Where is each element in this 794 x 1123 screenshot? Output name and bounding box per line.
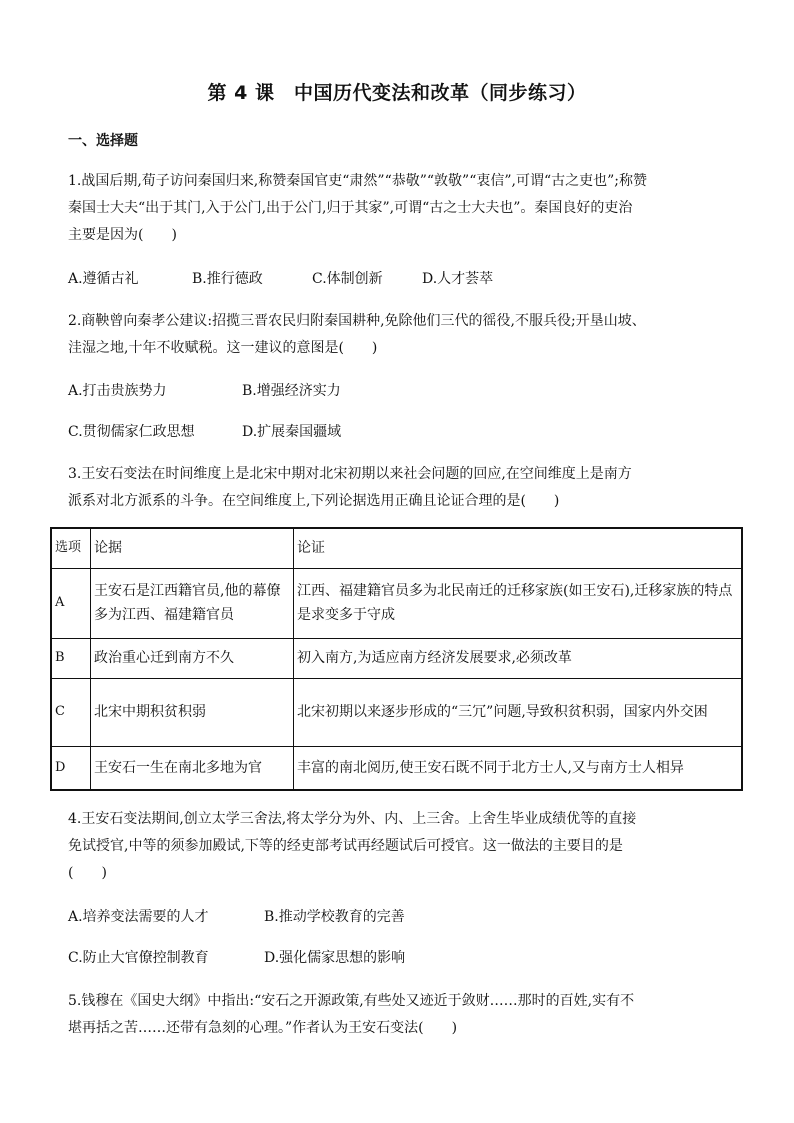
question-2 bbox=[68, 308, 748, 362]
table-cell-argument: 丰富的南北阅历,使王安石既不同于北方士人,又与南方士人相异 bbox=[294, 746, 743, 790]
table-cell-argument: 江西、福建籍官员多为北民南迁的迁移家族(如王安石),迁移家族的特点是求变多于守成 bbox=[294, 568, 743, 638]
section-heading: 一、选择题 bbox=[68, 133, 138, 149]
table-cell-basis: 北宋中期积贫积弱 bbox=[91, 678, 294, 746]
table-cell-option: D bbox=[51, 746, 91, 790]
question-1 bbox=[68, 168, 748, 249]
table-cell-basis: 王安石一生在南北多地为官 bbox=[91, 746, 294, 790]
question-2-options-row-1 bbox=[68, 380, 341, 402]
option-b[interactable]: B.增强经济实力 bbox=[242, 383, 341, 399]
question-2-line-2: 洼湿之地,十年不收赋税。这一建议的意图是( ) bbox=[68, 340, 378, 356]
table-cell-option: C bbox=[51, 678, 91, 746]
question-1-line-3: 主要是因为( ) bbox=[68, 227, 177, 243]
option-a[interactable]: A.打击贵族势力 bbox=[68, 383, 167, 399]
table-cell-basis: 王安石是江西籍官员,他的幕僚多为江西、福建籍官员 bbox=[91, 568, 294, 638]
question-5-line-2: 堪再括之苦……还带有急刻的心理。”作者认为王安石变法( ) bbox=[68, 1020, 458, 1036]
table-row bbox=[51, 678, 742, 746]
table-cell-option: B bbox=[51, 638, 91, 678]
question-5 bbox=[68, 988, 748, 1042]
table-header-cell: 论证 bbox=[294, 528, 743, 568]
question-1-line-2: 秦国士大夫“出于其门,入于公门,出于公门,归于其家”,可谓“古之士大夫也”。秦国良好的吏治 bbox=[68, 200, 633, 216]
table-cell-argument: 初入南方,为适应南方经济发展要求,必须改革 bbox=[294, 638, 743, 678]
table-row bbox=[51, 638, 742, 678]
question-4-options-row-1 bbox=[68, 906, 405, 928]
option-a[interactable]: A.培养变法需要的人才 bbox=[68, 909, 209, 925]
question-5-line-1: 5.钱穆在《国史大纲》中指出:“安石之开源政策,有些处又迹近于敛财……那时的百姓,实有不 bbox=[68, 993, 635, 1009]
table-row bbox=[51, 568, 742, 638]
evidence-table bbox=[50, 527, 743, 791]
option-b[interactable]: B.推行德政 bbox=[192, 271, 263, 287]
question-3-line-2: 派系对北方派系的斗争。在空间维度上,下列论据选用正确且论证合理的是( ) bbox=[68, 493, 560, 509]
question-3 bbox=[68, 461, 748, 515]
page-title: 第 4 课 中国历代变法和改革（同步练习） bbox=[207, 82, 587, 104]
question-3-line-1: 3.王安石变法在时间维度上是北宋中期对北宋初期以来社会问题的回应,在空间维度上是南方 bbox=[68, 466, 632, 482]
question-4 bbox=[68, 806, 748, 887]
table-header-cell: 选项 bbox=[51, 528, 91, 568]
question-2-line-1: 2.商鞅曾向秦孝公建议:招揽三晋农民归附秦国耕种,免除他们三代的徭役,不服兵役;开垦山坡、 bbox=[68, 313, 646, 329]
table-cell-argument: 北宋初期以来逐步形成的“三冗”问题,导致积贫积弱，国家内外交困 bbox=[294, 678, 743, 746]
table-header-cell: 论据 bbox=[91, 528, 294, 568]
question-1-line-1: 1.战国后期,荀子访问秦国归来,称赞秦国官吏“肃然”“恭敬”“敦敬”“衷信”,可谓“古之吏也”;称赞 bbox=[68, 173, 647, 189]
option-c[interactable]: C.贯彻儒家仁政思想 bbox=[68, 424, 195, 440]
option-d[interactable]: D.强化儒家思想的影响 bbox=[264, 950, 406, 966]
table-cell-basis: 政治重心迁到南方不久 bbox=[91, 638, 294, 678]
option-c[interactable]: C.防止大官僚控制教育 bbox=[68, 950, 209, 966]
question-4-line-3: ( ) bbox=[68, 865, 107, 881]
question-1-options bbox=[68, 268, 493, 290]
option-b[interactable]: B.推动学校教育的完善 bbox=[264, 909, 405, 925]
option-c[interactable]: C.体制创新 bbox=[312, 271, 383, 287]
table-header-row bbox=[51, 528, 742, 568]
question-2-options-row-2 bbox=[68, 421, 341, 443]
option-d[interactable]: D.人才荟萃 bbox=[422, 271, 494, 287]
question-4-options-row-2 bbox=[68, 947, 405, 969]
question-4-line-2: 免试授官,中等的须参加殿试,下等的经吏部考试再经题试后可授官。这一做法的主要目的是 bbox=[68, 838, 623, 854]
table-row bbox=[51, 746, 742, 790]
question-4-line-1: 4.王安石变法期间,创立太学三舍法,将太学分为外、内、上三舍。上舍生毕业成绩优等的直接 bbox=[68, 811, 637, 827]
option-a[interactable]: A.遵循古礼 bbox=[68, 271, 139, 287]
table-cell-option: A bbox=[51, 568, 91, 638]
option-d[interactable]: D.扩展秦国疆域 bbox=[242, 424, 342, 440]
